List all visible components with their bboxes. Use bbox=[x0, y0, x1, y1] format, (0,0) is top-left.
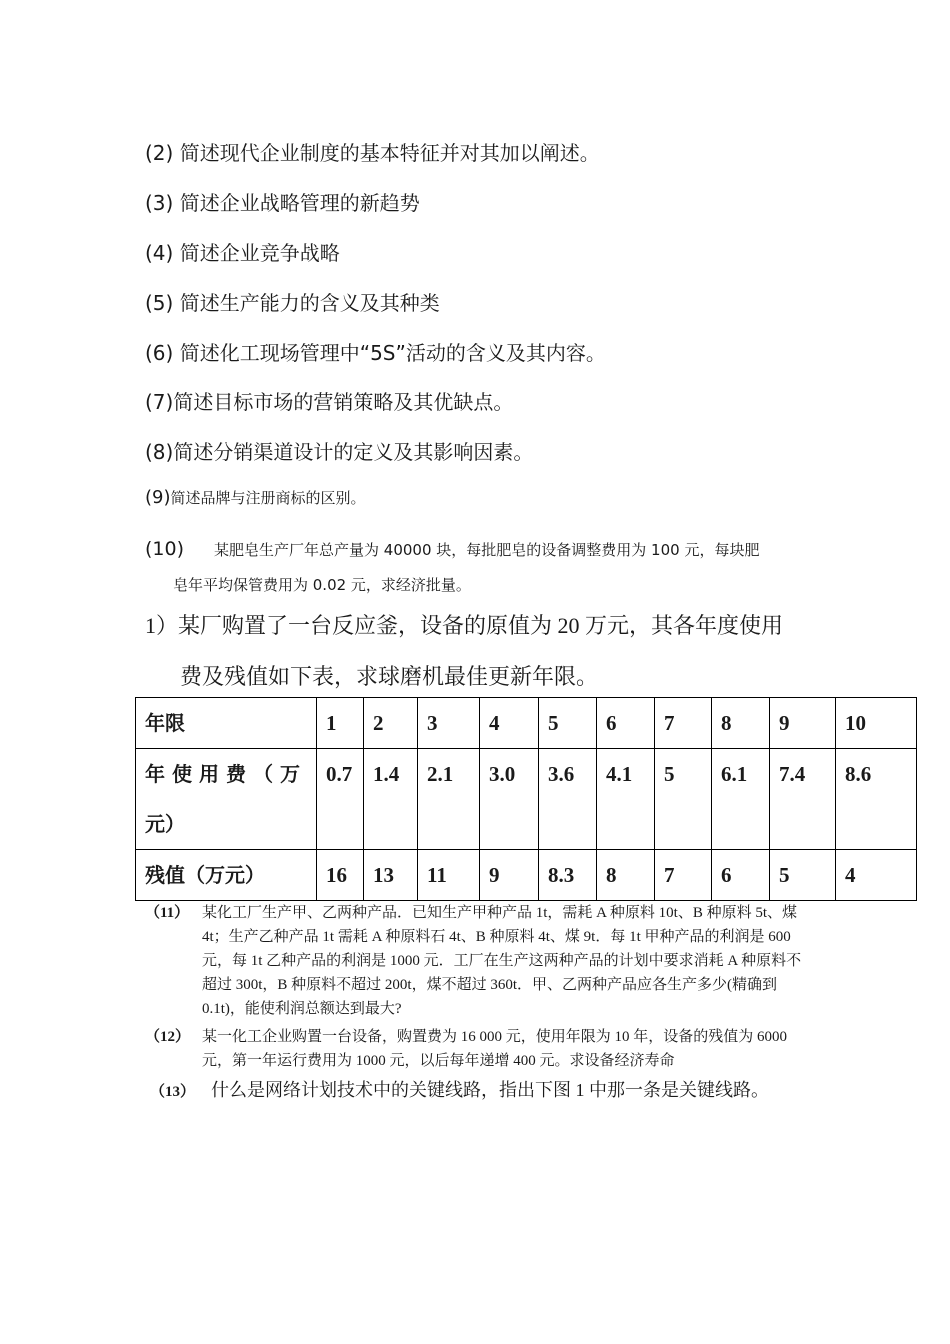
question-3 bbox=[145, 187, 420, 216]
question-text: 简述企业战略管理的新趋势 bbox=[179, 191, 420, 215]
table-cell: 3.6 bbox=[539, 749, 597, 850]
table-cell: 8.3 bbox=[539, 850, 597, 901]
table-cell: 1.4 bbox=[364, 749, 418, 850]
table-cell: 10 bbox=[836, 698, 917, 749]
problem-1-line-1: 1）某厂购置了一台反应釜，设备的原值为 20 万元，其各年度使用 bbox=[145, 613, 784, 638]
table-row-years bbox=[136, 698, 917, 749]
question-number: （11） bbox=[145, 905, 190, 921]
question-10-line-1 bbox=[145, 538, 759, 560]
table-cell: 4 bbox=[480, 698, 539, 749]
question-12 bbox=[145, 1025, 815, 1073]
question-text: 简述分销渠道设计的定义及其影响因素。 bbox=[173, 440, 534, 464]
table-row-annual-fee bbox=[136, 749, 917, 850]
equipment-cost-table bbox=[135, 697, 917, 901]
table-cell: 0.7 bbox=[317, 749, 364, 850]
question-text: 简述生产能力的含义及其种类 bbox=[179, 291, 440, 315]
question-number: (3) bbox=[145, 191, 174, 215]
table-cell: 13 bbox=[364, 850, 418, 901]
question-13 bbox=[150, 1076, 769, 1102]
table-cell: 6.1 bbox=[712, 749, 770, 850]
question-text: 简述品牌与注册商标的区别。 bbox=[170, 489, 366, 507]
question-text: 简述企业竞争战略 bbox=[179, 241, 340, 265]
question-number: （13） bbox=[150, 1084, 196, 1100]
table-cell: 11 bbox=[418, 850, 480, 901]
row-label-line-2: 元） bbox=[145, 812, 185, 836]
table-cell: 5 bbox=[539, 698, 597, 749]
table-cell: 5 bbox=[655, 749, 712, 850]
question-10-line-2: 皂年平均保管费用为 0.02 元，求经济批量。 bbox=[173, 576, 471, 594]
problem-1-line-2: 费及残值如下表，求球磨机最佳更新年限。 bbox=[180, 664, 599, 689]
table-cell: 9 bbox=[770, 698, 836, 749]
table-cell: 8.6 bbox=[836, 749, 917, 850]
question-number: (4) bbox=[145, 241, 174, 265]
question-8 bbox=[145, 436, 533, 465]
table-cell: 8 bbox=[712, 698, 770, 749]
table-row-residual bbox=[136, 850, 917, 901]
table-cell: 7 bbox=[655, 698, 712, 749]
table-cell: 3.0 bbox=[480, 749, 539, 850]
question-text: 简述现代企业制度的基本特征并对其加以阐述。 bbox=[179, 141, 600, 165]
question-number: (8) bbox=[145, 440, 174, 464]
question-6 bbox=[145, 337, 606, 366]
table-cell: 6 bbox=[597, 698, 655, 749]
row-label-residual: 残值（万元） bbox=[136, 850, 317, 901]
question-number: （12） bbox=[145, 1029, 191, 1045]
table-cell: 4 bbox=[836, 850, 917, 901]
question-7 bbox=[145, 386, 513, 415]
table-cell: 4.1 bbox=[597, 749, 655, 850]
table-cell: 1 bbox=[317, 698, 364, 749]
question-number: (6) bbox=[145, 341, 174, 365]
question-11 bbox=[145, 901, 815, 1021]
question-4 bbox=[145, 237, 340, 266]
table-cell: 7 bbox=[655, 850, 712, 901]
table-cell: 9 bbox=[480, 850, 539, 901]
question-5 bbox=[145, 287, 440, 316]
table-cell: 3 bbox=[418, 698, 480, 749]
question-text: 某肥皂生产厂年总产量为 40000 块，每批肥皂的设备调整费用为 100 元，每块肥 bbox=[214, 541, 760, 559]
question-number: (9) bbox=[145, 487, 171, 508]
question-number: (7) bbox=[145, 390, 174, 414]
table-cell: 2.1 bbox=[418, 749, 480, 850]
row-label-line-1: 年使用费（万 bbox=[145, 762, 307, 786]
table-cell: 6 bbox=[712, 850, 770, 901]
table-cell: 16 bbox=[317, 850, 364, 901]
table-cell: 8 bbox=[597, 850, 655, 901]
question-text: 某化工厂生产甲、乙两种产品．已知生产甲种产品 1t，需耗 A 种原料 10t、B 种原料 5t、煤 4t；生产乙种产品 1t 需耗 A 种原料石 4t、B 种原料 4t、煤 9t．每 1t 甲种产品的利润是 600 元，每 1t 乙种产品的利润是 1000 元．工厂在生产这两种产品的计划中要求消耗 A 种原料不超过 300t，B 种原料不超过 200t，煤不超过 360t．甲、乙两种产品应各生产多少(精确到 0.1t)，能使利润总额达到最大? bbox=[202, 905, 802, 1017]
question-2 bbox=[145, 137, 600, 166]
question-number: (10) bbox=[145, 538, 185, 560]
question-text: 某一化工企业购置一台设备，购置费为 16 000 元，使用年限为 10 年，设备的残值为 6000 元，第一年运行费用为 1000 元，以后每年递增 400 元。求设备经济寿命 bbox=[202, 1029, 788, 1069]
row-label-annual-fee bbox=[136, 749, 317, 850]
question-number: (2) bbox=[145, 141, 174, 165]
table-cell: 7.4 bbox=[770, 749, 836, 850]
table-cell: 2 bbox=[364, 698, 418, 749]
row-label-years: 年限 bbox=[136, 698, 317, 749]
question-text: 什么是网络计划技术中的关键线路，指出下图 1 中那一条是关键线路。 bbox=[211, 1080, 770, 1100]
question-number: (5) bbox=[145, 291, 174, 315]
question-text: 简述化工现场管理中“5S”活动的含义及其内容。 bbox=[179, 341, 606, 365]
question-text: 简述目标市场的营销策略及其优缺点。 bbox=[173, 390, 514, 414]
table-cell: 5 bbox=[770, 850, 836, 901]
question-9 bbox=[145, 487, 366, 508]
